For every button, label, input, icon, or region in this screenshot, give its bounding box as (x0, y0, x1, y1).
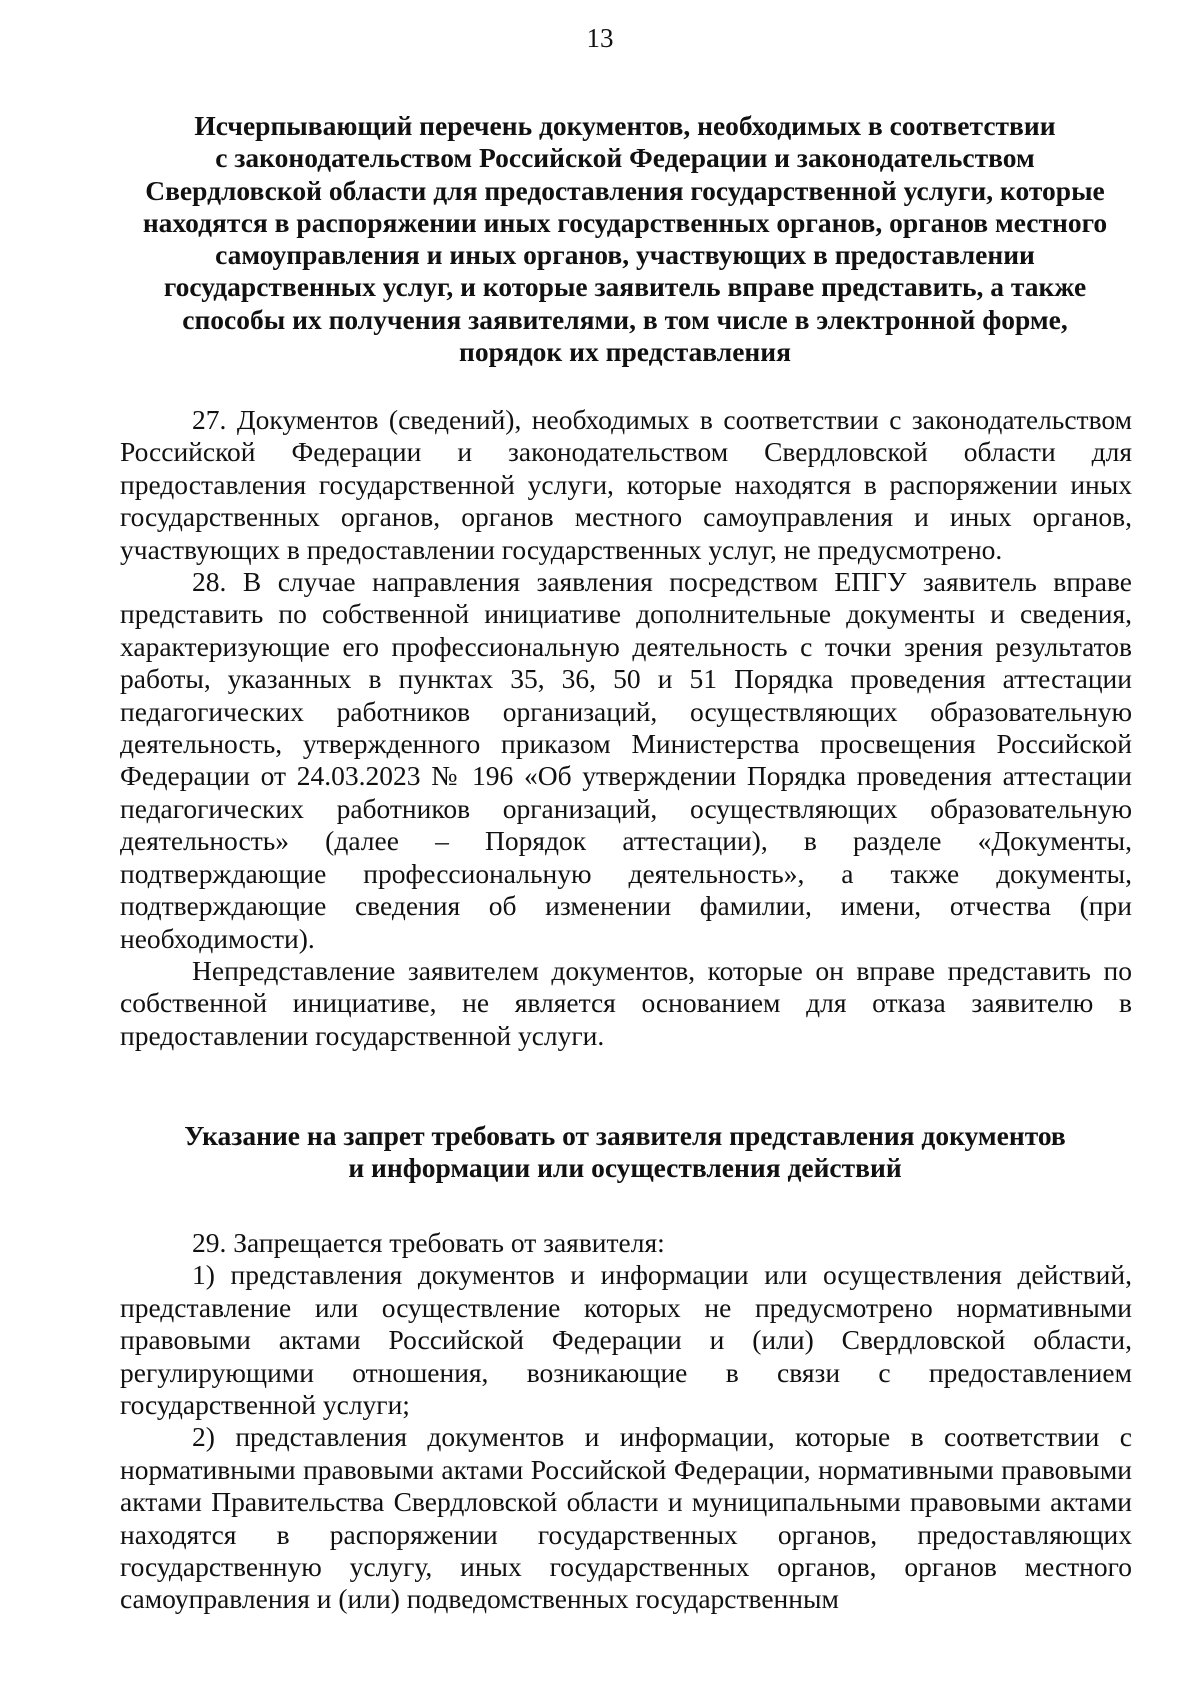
paragraph-29-item-2: 2) представления документов и информации, которые в соответствии с нормативными правовыми актами Российской Федерации, нормативными правовыми актами Правительства Свердловской области и муниципальными правовыми актами находятся в распоряжении государственных органов, предоставляющих государственную услугу, иных государственных органов, органов местного самоуправления и (или) подведомственных государственным (120, 1421, 1132, 1615)
paragraph-27: 27. Документов (сведений), необходимых в соответствии с законодательством Российской Федерации и законодательством Свердловской области для предоставления государственной услуги, которые находятся в распоряжении иных государственных органов, органов местного самоуправления и иных органов, участвующих в предоставлении государственных услуг, не предусмотрено. (120, 404, 1132, 565)
page-number: 13 (586, 23, 614, 53)
heading-line: с законодательством Российской Федерации и законодательством (215, 142, 1035, 174)
heading-line: Свердловской области для предоставления государственной услуги, которые (145, 174, 1105, 206)
heading-line: и информации или осуществления действий (348, 1152, 902, 1184)
heading-line: Исчерпывающий перечень документов, необходимых в соответствии (194, 110, 1056, 141)
heading-line: порядок их представления (458, 336, 791, 368)
section-heading-prohibition (120, 1120, 1130, 1185)
section-heading-documents-list (120, 110, 1130, 368)
heading-line: способы их получения заявителями, в том числе в электронной форме, (182, 303, 1068, 335)
section-body-documents-list (120, 404, 1132, 1052)
heading-line: государственных услуг, и которые заявитель вправе представить, а также (163, 271, 1087, 303)
heading-line: находятся в распоряжении иных государственных органов, органов местного (142, 206, 1108, 238)
paragraph-29-item-1: 1) представления документов и информации или осуществления действий, представление или осуществление которых не предусмотрено нормативными правовыми актами Российской Федерации и (или) Свердловской области, регулирующими отношения, возникающие в связи с предоставлением государственной услуги; (120, 1259, 1132, 1421)
heading-line: самоуправления и иных органов, участвующих в предоставлении (215, 239, 1035, 271)
section-body-prohibition (120, 1227, 1132, 1616)
heading-line: Указание на запрет требовать от заявителя представления документов (184, 1120, 1066, 1151)
paragraph-28: 28. В случае направления заявления посредством ЕПГУ заявитель вправе представить по собственной инициативе дополнительные документы и сведения, характеризующие его профессиональную деятельность с точки зрения результатов работы, указанных в пунктах 35, 36, 50 и 51 Порядка проведения аттестации педагогических работников организаций, осуществляющих образовательную деятельность, утвержденного приказом Министерства просвещения Российской Федерации от 24.03.2023 № 196 «Об утверждении Порядка проведения аттестации педагогических работников организаций, осуществляющих образовательную деятельность» (далее – Порядок аттестации), в разделе «Документы, подтверждающие профессиональную деятельность», а также документы, подтверждающие сведения об изменении фамилии, имени, отчества (при необходимости). (120, 566, 1132, 954)
paragraph-28-note: Непредставление заявителем документов, которые он вправе представить по собственной инициативе, не является основанием для отказа заявителю в предоставлении государственной услуги. (120, 954, 1132, 1051)
paragraph-29: 29. Запрещается требовать от заявителя: (192, 1227, 665, 1258)
